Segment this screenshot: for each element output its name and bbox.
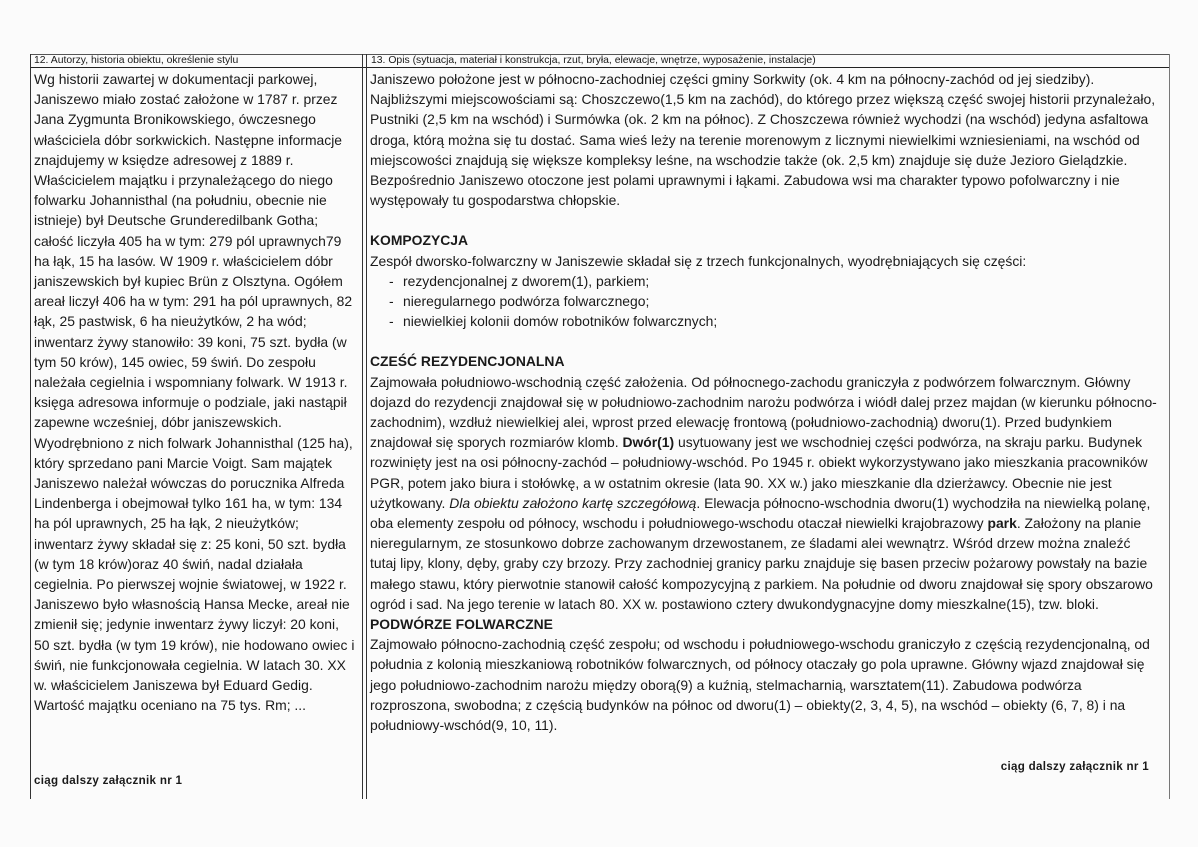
left-column-header: 12. Autorzy, historia obiektu, określenie stylu xyxy=(34,55,239,66)
form-sheet xyxy=(30,54,1169,810)
right-column-header: 13. Opis (sytuacja, materiał i konstrukcja, rzut, bryła, elewacje, wnętrze, wyposażenie, instalacje) xyxy=(371,55,816,66)
kompozycja-list xyxy=(370,271,1160,332)
right-continuation-note: ciąg dalszy załącznik nr 1 xyxy=(1000,760,1149,773)
list-item: - rezydencjonalnej z dworem(1), parkiem; xyxy=(389,272,650,289)
right-border xyxy=(1169,54,1170,799)
column-divider-inner xyxy=(366,54,367,799)
rezydencjonalna-paragraph: Zajmowała południowo-wschodnią część założenia. Od północnego-zachodu graniczyła z podwórzem folwarcznym. Główny dojazd do rezydencji znajdował się w południowo-zachodnim narożu podwórza i wiódł dalej przez majdan (w kierunku północno-zachodnim), wzdłuż niewielkiej alei, wprost przed elewację frontową (południowo-zachodnią) dworu(1). Przed budynkiem znajdował się sporych rozmiarów klomb. Dwór(1) usytuowany jest we wschodniej części podwórza, na skraju parku. Budynek rozwinięty jest na osi północny-zachód – południowy-wschód. Po 1945 r. obiekt wykorzystywano jako mieszkania pracowników PGR, potem jako biura i stołówkę, a w ostatnim okresie (lata 90. XX w.) jako mieszkanie dla dzierżawcy. Obecnie nie jest użytkowany. Dla obiektu założono kartę szczegółową. Elewacja północno-wschodnia dworu(1) wychodziła na niewielką polanę, oba elementy zespołu od północy, wschodu i południowego-wschodu otaczał niewielki krajobrazowy park. Założony na planie nieregularnym, ze stosunkowo dobrze zachowanym drzewostanem, ze śladami alei wewnątrz. Wśród drzew można znaleźć tutaj lipy, klony, dęby, graby czy brzozy. Przy zachodniej granicy parku znajduje się basen przeciw pożarowy powstały na bazie małego stawu, który pierwotnie stanowił całość kompozycyjną z parkiem. Na południe od dworu znajdował się spory obszarowo ogród i sad. Na jego terenie w latach 80. XX w. postawiono cztery dwukondygnacyjne domy mieszkalne(15), tzw. bloki. xyxy=(370,373,1157,612)
italic-note: Dla obiektu założono kartę szczegółową xyxy=(449,494,697,511)
description-column xyxy=(370,69,1160,735)
list-item: - nieregularnego podwórza folwarcznego; xyxy=(389,293,650,310)
left-border xyxy=(30,54,31,799)
rezydencjonalna-title: CZEŚĆ REZYDENCJONALNA xyxy=(370,353,565,370)
intro-paragraph: Janiszewo położone jest w północno-zachodniej części gminy Sorkwity (ok. 4 km na północny-zachód od jej siedziby). Najbliższymi miejscowościami są: Choszczewo(1,5 km na zachód), do którego przez większą część swojej historii przynależało, Pustniki (2,5 km na wschód) i Surmówka (ok. 2 km na północ). Z Choszczewa również wychodzi (na wschód) jedyna asfaltowa droga, którą można się tu dostać. Sama wieś leży na terenie morenowym z licznymi niewielkimi wzniesieniami, na wschód od miejscowości znajdują się większe kompleksy leśne, na wschodzie także (ok. 2,5 km) znajduje się duże Jezioro Gielądzkie. Bezpośrednio Janiszewo otoczone jest polami uprawnymi i łąkami. Zabudowa wsi ma charakter typowo pofolwarczny i nie występowały tu gospodarstwa chłopskie. xyxy=(370,71,1156,209)
header-rule xyxy=(30,67,1169,68)
dwor-label: Dwór(1) xyxy=(622,434,675,451)
history-column xyxy=(34,69,358,716)
podworze-paragraph: Zajmowało północno-zachodnią część zespołu; od wschodu i południowego-wschodu graniczyło z częścią rezydencjonalną, od południa z kolonią mieszkaniową robotników folwarcznych, od północy otaczały go pola uprawne. Główny wjazd znajdował się jego południowo-zachodnim narożu między oborą(9) a kuźnią, stelmacharnią, warsztatem(11). Zabudowa podwórza rozproszona, swobodna; z częścią budynków na północ od dworu(1) – obiekty(2, 3, 4, 5), na wschód – obiekty (6, 7, 8) i na południowy-wschód(9, 10, 11). xyxy=(370,636,1150,734)
podworze-title: PODWÓRZE FOLWARCZNE xyxy=(370,616,553,633)
kompozycja-text: Zespół dworsko-folwarczny w Janiszewie składał się z trzech funkcjonalnych, wyodrębniających się części: xyxy=(370,252,1027,269)
list-item: - niewielkiej kolonii domów robotników folwarcznych; xyxy=(389,313,718,330)
kompozycja-title: KOMPOZYCJA xyxy=(370,232,469,249)
history-text: Wg historii zawartej w dokumentacji parkowej, Janiszewo miało zostać założone w 1787 r. przez Jana Zygmunta Bronikowskiego, ówczesnego właściciela dóbr sorkwickich. Następne informacje znajdujemy w księdze adresowej z 1889 r. Właścicielem majątku i przynależącego do niego folwarku Johannisthal (na południu, obecnie nie istnieje) był Deutsche Grunderedilbank Gotha; całość liczyła 405 ha w tym: 279 pól uprawnych79 ha łąk, 15 ha lasów. W 1909 r. właścicielem dóbr janiszewskich był kupiec Brün z Olsztyna. Ogółem areał liczył 406 ha w tym: 291 ha pól uprawnych, 82 łąk, 25 pastwisk, 6 ha nieużytków, 2 ha wód; inwentarz żywy stanowiło: 39 koni, 75 szt. bydła (w tym 50 krów), 145 owiec, 59 świń. Do zespołu należała cegielnia i wspomniany folwark. W 1913 r. księga adresowa informuje o podziale, jaki nastąpił zapewne wcześniej, dóbr janiszewskich. Wyodrębniono z nich folwark Johannisthal (125 ha), który sprzedano pani Marcie Voigt. Sam majątek Janiszewo należał wówczas do porucznika Alfreda Lindenberga i obejmował tylko 161 ha, w tym: 134 ha pól uprawnych, 25 ha łąk, 2 nieużytków; inwentarz żywy składał się z: 25 koni, 50 szt. bydła (w tym 18 krów)oraz 40 świń, nadal działała cegielnia. Po pierwszej wojnie światowej, w 1922 r. Janiszewo było własnością Hansa Mecke, areał nie zmienił się; jedynie inwentarz żywy liczył: 20 koni, 50 szt. bydła (w tym 19 krów), nie hodowano owiec i świń, nie funkcjonowała cegielnia. W latach 30. XX w. właścicielem Janiszewa był Eduard Gedig. Wartość majątku oceniano na 75 tys. Rm; ... xyxy=(34,71,355,714)
park-label: park xyxy=(987,515,1017,532)
left-continuation-note: ciąg dalszy załącznik nr 1 xyxy=(34,774,183,787)
column-divider xyxy=(362,54,363,799)
